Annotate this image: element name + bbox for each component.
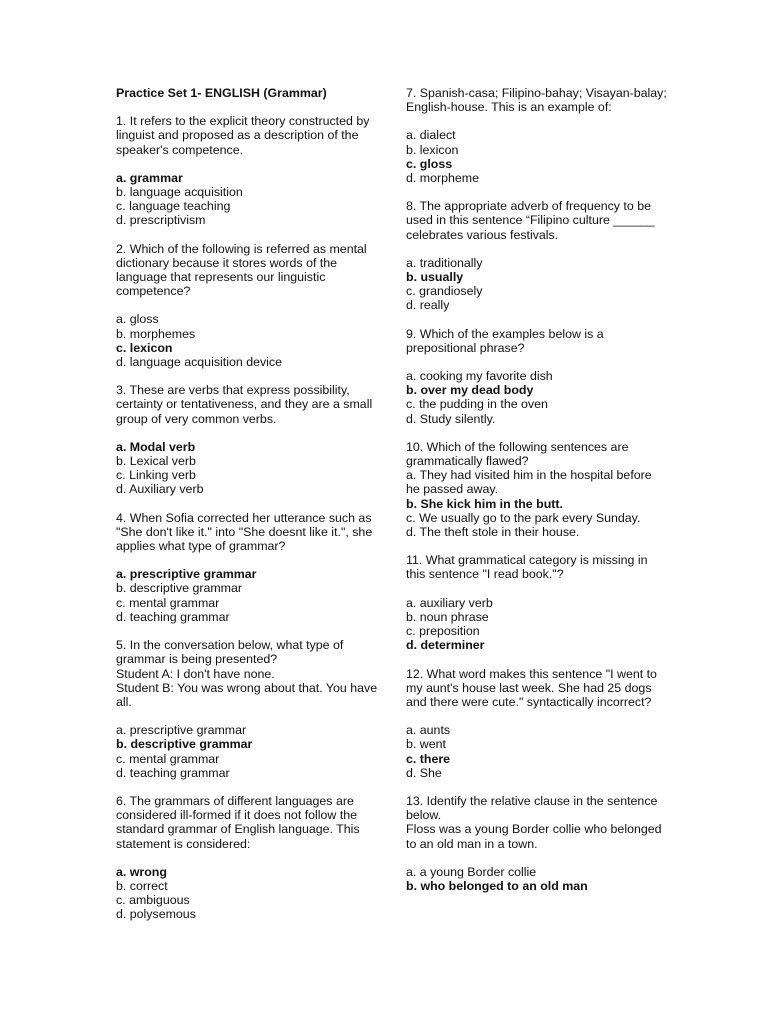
answer-option: b. language acquisition	[116, 185, 243, 200]
question-5	[116, 638, 378, 780]
left-question-list	[116, 114, 378, 921]
question-stem: 4. When Sofia corrected her utterance such as "She don't like it." into "She doesnt like it.", she applies what type of grammar?	[116, 510, 373, 554]
answer-option-correct: b. usually	[406, 270, 464, 285]
question-context-line: Student A: I don't have none.	[116, 666, 275, 681]
question-stem: 11. What grammatical category is missing in this sentence "I read book."?	[406, 553, 648, 582]
question-stem: 2. Which of the following is referred as mental dictionary because it stores words of the language that represents our linguistic competence?	[116, 241, 367, 299]
answer-option: c. preposition	[406, 624, 480, 639]
answer-option: a. aunts	[406, 723, 451, 738]
answer-option: c. the pudding in the oven	[406, 397, 548, 412]
question-stem: 5. In the conversation below, what type of grammar is being presented?	[116, 638, 344, 667]
right-question-list	[406, 86, 668, 893]
answer-option: d. Auxiliary verb	[116, 482, 204, 497]
answer-option-correct: c. lexicon	[116, 340, 173, 355]
question-2	[116, 242, 378, 370]
answer-option-correct: a. grammar	[116, 170, 183, 185]
answer-option: b. morphemes	[116, 326, 196, 341]
question-stem: 10. Which of the following sentences are grammatically flawed?	[406, 439, 629, 469]
answer-option: a. prescriptive grammar	[116, 723, 247, 738]
answer-option: c. mental grammar	[116, 595, 220, 610]
question-10	[406, 440, 668, 539]
answer-option: c. grandiosely	[406, 284, 483, 299]
question-stem: 8. The appropriate adverb of frequency to be used in this sentence “Filipino culture ______ celebrates various festivals.	[406, 199, 655, 242]
answer-option: c. We usually go to the park every Sunday.	[406, 510, 641, 525]
right-column	[406, 86, 668, 907]
answer-option: a. gloss	[116, 312, 159, 327]
answer-option-correct: d. determiner	[406, 638, 485, 653]
answer-option-correct: a. wrong	[116, 864, 167, 879]
answer-option: b. correct	[116, 878, 168, 893]
page-title: Practice Set 1- ENGLISH (Grammar)	[116, 86, 327, 100]
question-context-line: Student B: You was wrong about that. You have all.	[116, 680, 378, 709]
question-8	[406, 199, 668, 312]
question-context-line: Floss was a young Border collie who belonged to an old man in a town.	[406, 822, 662, 851]
answer-option: b. lexicon	[406, 142, 459, 157]
answer-option: b. noun phrase	[406, 609, 489, 624]
question-7	[406, 86, 668, 185]
answer-option-correct: a. Modal verb	[116, 439, 196, 454]
answer-option: d. polysemous	[116, 907, 196, 922]
spacer	[406, 851, 668, 865]
answer-option: c. Linking verb	[116, 468, 196, 483]
answer-option: d. She	[406, 765, 442, 780]
question-stem: 13. Identify the relative clause in the sentence below.	[406, 793, 658, 823]
answer-option: a. dialect	[406, 128, 456, 143]
answer-option: b. Lexical verb	[116, 454, 196, 469]
answer-option-correct: b. descriptive grammar	[116, 737, 253, 752]
answer-option-correct: b. over my dead body	[406, 383, 534, 398]
answer-option: d. The theft stole in their house.	[406, 525, 580, 540]
answer-option: d. Study silently.	[406, 411, 496, 426]
answer-option: d. teaching grammar	[116, 609, 230, 624]
answer-option-correct: a. prescriptive grammar	[116, 567, 257, 582]
answer-option: a. auxiliary verb	[406, 595, 493, 610]
question-4	[116, 511, 378, 624]
answer-option: d. morpheme	[406, 171, 480, 186]
answer-option: d. teaching grammar	[116, 765, 230, 780]
answer-option-correct: b. who belonged to an old man	[406, 878, 588, 893]
answer-option: a. They had visited him in the hospital before he passed away.	[406, 468, 652, 497]
answer-option: b. went	[406, 737, 446, 752]
answer-option-correct: c. gloss	[406, 156, 453, 171]
answer-option: c. ambiguous	[116, 893, 190, 908]
answer-option: a. traditionally	[406, 255, 483, 270]
question-stem: 9. Which of the examples below is a prepositional phrase?	[406, 326, 604, 355]
question-13	[406, 794, 668, 893]
question-6	[116, 794, 378, 922]
answer-option: d. prescriptivism	[116, 213, 206, 228]
answer-option: d. really	[406, 298, 450, 313]
left-column	[116, 86, 378, 936]
question-12	[406, 667, 668, 780]
answer-option-correct: b. She kick him in the butt.	[406, 496, 563, 511]
question-11	[406, 553, 668, 652]
question-stem: 7. Spanish-casa; Filipino-bahay; Visayan-balay; English-house. This is an example of:	[406, 86, 667, 115]
answer-option: d. language acquisition device	[116, 355, 283, 370]
answer-option: a. cooking my favorite dish	[406, 369, 553, 384]
answer-option: a. a young Border collie	[406, 864, 537, 879]
question-9	[406, 327, 668, 426]
answer-option: b. descriptive grammar	[116, 581, 243, 596]
question-stem: 1. It refers to the explicit theory constructed by linguist and proposed as a description of the speaker's competence.	[116, 114, 370, 157]
answer-option-correct: c. there	[406, 751, 451, 766]
spacer	[116, 709, 378, 723]
question-1	[116, 114, 378, 227]
question-3	[116, 383, 378, 496]
question-stem: 12. What word makes this sentence "I went to my aunt's house last week. She had 25 dogs and there were cute." syntactically incorrect?	[406, 666, 657, 709]
question-stem: 3. These are verbs that express possibility, certainty or tentativeness, and they are a small group of very common verbs.	[116, 383, 373, 426]
answer-option: c. language teaching	[116, 199, 231, 214]
question-stem: 6. The grammars of different languages are considered ill-formed if it does not follow the standard grammar of English language. This statement is considered:	[116, 793, 360, 851]
answer-option: c. mental grammar	[116, 751, 220, 766]
